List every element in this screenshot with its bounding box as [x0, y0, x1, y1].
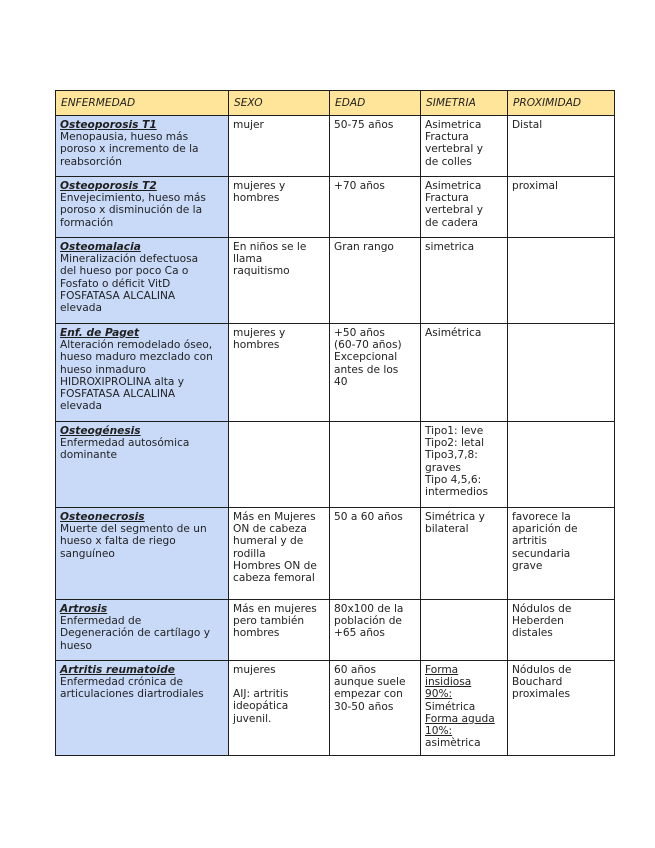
disease-description-line: Mineralización defectuosa	[60, 253, 199, 266]
simetria-line: intermedios	[425, 486, 489, 499]
sexo-line: mujer	[233, 119, 264, 131]
sexo-line: hombres	[233, 339, 280, 352]
cell-enfermedad	[56, 324, 229, 422]
disease-description-line: hueso inmaduro	[60, 363, 146, 376]
simetria-line: insidiosa	[425, 676, 472, 689]
cell-simetria	[421, 508, 508, 600]
cell-edad	[330, 324, 421, 422]
header-edad: EDAD	[330, 91, 421, 116]
disease-description-line: Degeneración de cartílago y	[60, 627, 210, 640]
cell-simetria	[421, 422, 508, 508]
disease-description-line: poroso x incremento de la	[60, 143, 199, 156]
disease-description-line: Enfermedad de	[60, 615, 142, 628]
edad-line: Excepcional	[334, 351, 398, 364]
table-row	[56, 600, 615, 661]
cell-proximidad	[508, 661, 615, 756]
proximidad-line: Heberden	[512, 615, 564, 628]
disease-description-line: hueso	[60, 639, 92, 652]
simetria-line: Fractura	[425, 192, 469, 205]
proximidad-line: distales	[512, 627, 553, 640]
table-row	[56, 177, 615, 238]
edad-line: +50 años	[334, 327, 385, 339]
cell-proximidad	[508, 238, 615, 324]
disease-name: Osteogénesis	[60, 425, 141, 437]
cell-proximidad	[508, 324, 615, 422]
disease-description-line: hueso maduro mezclado con	[60, 351, 213, 364]
edad-line: 50 a 60 años	[334, 511, 403, 523]
cell-sexo	[229, 508, 330, 600]
simetria-line: graves	[425, 461, 461, 474]
sexo-line: hombres	[233, 192, 280, 205]
cell-edad	[330, 238, 421, 324]
sexo-line: AIJ: artritis	[233, 688, 289, 701]
disease-name: Osteoporosis T1	[60, 119, 157, 131]
sexo-line: ideopática	[233, 700, 289, 713]
header-proximidad: PROXIMIDAD	[508, 91, 615, 116]
cell-edad	[330, 116, 421, 177]
cell-sexo	[229, 177, 330, 238]
cell-enfermedad	[56, 116, 229, 177]
simetria-line: asimètrica	[425, 737, 481, 750]
cell-sexo	[229, 422, 330, 508]
sexo-line: mujeres y	[233, 180, 286, 192]
disease-name: Osteonecrosis	[60, 511, 145, 523]
simetria-line: Tipo3,7,8:	[425, 449, 478, 462]
simetria-line: Asimetrica	[425, 119, 482, 131]
header-enfermedad: ENFERMEDAD	[56, 91, 229, 116]
table-row	[56, 508, 615, 600]
simetria-line: de cadera	[425, 216, 479, 229]
simetria-line: bilateral	[425, 523, 469, 536]
cell-proximidad	[508, 422, 615, 508]
proximidad-line: favorece la	[512, 511, 571, 523]
simetria-line: Tipo 4,5,6:	[425, 473, 482, 486]
cell-edad	[330, 661, 421, 756]
cell-simetria	[421, 661, 508, 756]
cell-sexo	[229, 116, 330, 177]
edad-line: (60-70 años)	[334, 339, 402, 352]
simetria-line: Asimétrica	[425, 327, 482, 339]
cell-sexo	[229, 600, 330, 661]
proximidad-line: artritis	[512, 535, 547, 548]
sexo-line	[233, 676, 325, 688]
table-row	[56, 422, 615, 508]
table-row	[56, 661, 615, 756]
simetria-line: simetrica	[425, 241, 475, 253]
edad-line: 80x100 de la	[334, 603, 404, 615]
disease-name: Osteoporosis T2	[60, 180, 157, 192]
proximidad-line: proximales	[512, 688, 571, 701]
sexo-line: raquitismo	[233, 265, 290, 278]
edad-line: aunque suele	[334, 676, 406, 689]
proximidad-line: aparición de	[512, 523, 578, 536]
disease-description-line: FOSFATASA ALCALINA	[60, 388, 176, 401]
proximidad-line: Nódulos de	[512, 664, 572, 676]
cell-proximidad	[508, 508, 615, 600]
proximidad-line: secundaria	[512, 547, 571, 560]
cell-edad	[330, 600, 421, 661]
sexo-line: hombres	[233, 627, 280, 640]
sexo-line: Hombres ON de	[233, 559, 317, 572]
disease-description-line: dominante	[60, 449, 118, 462]
disease-description-line: HIDROXIPROLINA alta y	[60, 375, 185, 388]
cell-simetria	[421, 177, 508, 238]
sexo-line: Más en Mujeres	[233, 511, 316, 523]
disease-name: Artrosis	[60, 603, 108, 615]
table-row	[56, 116, 615, 177]
disease-description-line: formación	[60, 216, 114, 229]
simetria-line: Forma aguda	[425, 712, 495, 725]
disease-name: Artritis reumatoide	[60, 664, 175, 676]
sexo-line: pero también	[233, 615, 305, 628]
sexo-line: cabeza femoral	[233, 572, 315, 585]
disease-description-line: Alteración remodelado óseo,	[60, 339, 213, 352]
header-row	[56, 91, 615, 116]
disease-description-line: poroso x disminución de la	[60, 204, 203, 217]
simetria-line: Fractura	[425, 131, 469, 144]
disease-description-line: sanguíneo	[60, 547, 115, 560]
disease-table	[55, 90, 615, 756]
sexo-line: mujeres y	[233, 327, 286, 339]
disease-description-line: Menopausia, hueso más	[60, 131, 189, 144]
cell-enfermedad	[56, 177, 229, 238]
simetria-line: Tipo1: leve	[425, 425, 484, 437]
disease-description-line: Envejecimiento, hueso más	[60, 192, 206, 205]
disease-name: Enf. de Paget	[60, 327, 140, 339]
cell-proximidad	[508, 116, 615, 177]
cell-proximidad	[508, 600, 615, 661]
disease-name: Osteomalacia	[60, 241, 141, 253]
cell-enfermedad	[56, 422, 229, 508]
proximidad-line: proximal	[512, 180, 558, 192]
cell-proximidad	[508, 177, 615, 238]
header-sexo: SEXO	[229, 91, 330, 116]
disease-description-line: Enfermedad autosómica	[60, 437, 190, 450]
disease-description-line: hueso x falta de riego	[60, 535, 176, 548]
table-row	[56, 324, 615, 422]
edad-line: empezar con	[334, 688, 403, 701]
edad-line: población de	[334, 615, 402, 628]
sexo-line: En niños se le	[233, 241, 307, 253]
proximidad-line: grave	[512, 559, 543, 572]
disease-description-line: elevada	[60, 302, 102, 315]
sexo-line: mujeres	[233, 664, 276, 676]
cell-sexo	[229, 661, 330, 756]
disease-description-line: FOSFATASA ALCALINA	[60, 289, 176, 302]
edad-line: 60 años	[334, 664, 377, 676]
edad-line: +65 años	[334, 627, 385, 640]
header-simetria: SIMETRIA	[421, 91, 508, 116]
edad-line: 30-50 años	[334, 700, 394, 713]
disease-description-line: elevada	[60, 400, 102, 413]
cell-sexo	[229, 238, 330, 324]
proximidad-line: Distal	[512, 119, 543, 131]
cell-edad	[330, 422, 421, 508]
proximidad-line: Bouchard	[512, 676, 563, 689]
disease-description-line: Fosfato o déficit VitD	[60, 277, 171, 290]
cell-enfermedad	[56, 600, 229, 661]
edad-line: 40	[334, 375, 348, 388]
cell-simetria	[421, 238, 508, 324]
disease-description-line: Enfermedad crónica de	[60, 676, 183, 689]
cell-enfermedad	[56, 238, 229, 324]
sexo-line: juvenil.	[233, 712, 272, 725]
cell-enfermedad	[56, 508, 229, 600]
cell-simetria	[421, 600, 508, 661]
proximidad-line: Nódulos de	[512, 603, 572, 615]
disease-description-line: Muerte del segmento de un	[60, 523, 207, 536]
simetria-line: vertebral y	[425, 143, 483, 156]
cell-sexo	[229, 324, 330, 422]
cell-enfermedad	[56, 661, 229, 756]
simetria-line: 90%:	[425, 688, 453, 701]
disease-description-line: del hueso por poco Ca o	[60, 265, 189, 278]
cell-edad	[330, 508, 421, 600]
simetria-line: vertebral y	[425, 204, 483, 217]
simetria-line: Asimetrica	[425, 180, 482, 192]
table-row	[56, 238, 615, 324]
edad-line: 50-75 años	[334, 119, 394, 131]
disease-description-line: articulaciones diartrodiales	[60, 688, 204, 701]
sexo-line: rodilla	[233, 547, 266, 560]
disease-description-line: reabsorción	[60, 155, 122, 168]
edad-line: Gran rango	[334, 241, 394, 253]
cell-simetria	[421, 116, 508, 177]
sexo-line: llama	[233, 253, 263, 266]
sexo-line: ON de cabeza	[233, 523, 307, 536]
simetria-line: Simétrica	[425, 700, 476, 713]
simetria-line: Simétrica y	[425, 511, 485, 523]
cell-simetria	[421, 324, 508, 422]
simetria-line: Tipo2: letal	[425, 437, 485, 450]
simetria-line: 10%:	[425, 725, 453, 738]
simetria-line: Forma	[425, 664, 459, 676]
edad-line: +70 años	[334, 180, 385, 192]
cell-edad	[330, 177, 421, 238]
simetria-line: de colles	[425, 155, 472, 168]
edad-line: antes de los	[334, 363, 399, 376]
sexo-line: humeral y de	[233, 535, 304, 548]
sexo-line: Más en mujeres	[233, 603, 317, 615]
